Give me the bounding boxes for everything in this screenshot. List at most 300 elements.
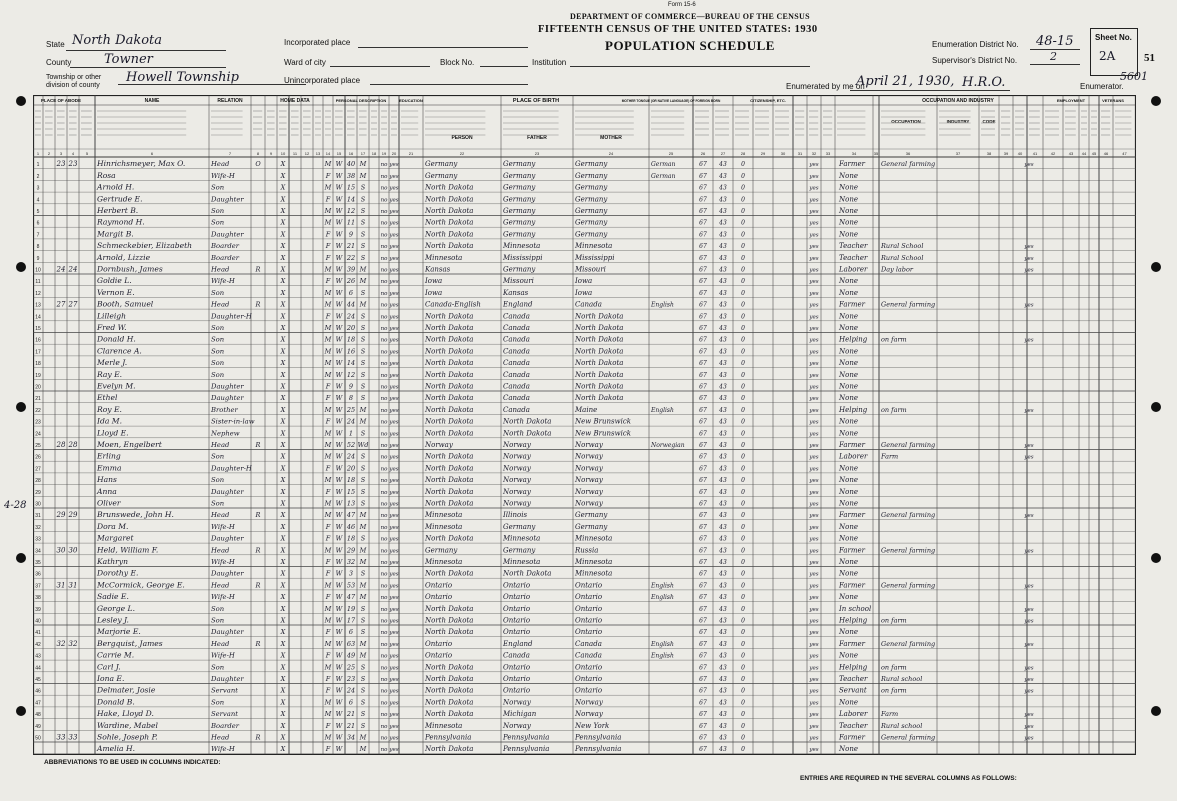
header-veterans: VETERANS xyxy=(1102,98,1124,103)
mother-birthplace: Norway xyxy=(575,499,603,508)
person-name: Wardine, Mabel xyxy=(97,720,158,730)
marital-status: S xyxy=(360,686,366,695)
code-tongue: 0 xyxy=(741,652,745,660)
code-country: 43 xyxy=(719,582,727,590)
sex: F xyxy=(325,534,331,543)
age: 22 xyxy=(346,253,356,262)
col-number: 47 xyxy=(1122,151,1127,156)
birthplace: North Dakota xyxy=(425,347,474,356)
code-country: 43 xyxy=(719,161,727,169)
sheet-header xyxy=(40,0,1177,90)
sex: M xyxy=(324,405,332,414)
code-country: 43 xyxy=(719,605,727,613)
mother-birthplace: Germany xyxy=(575,171,608,180)
school-attendance: no xyxy=(380,595,388,602)
father-birthplace: Norway xyxy=(503,721,531,730)
sex: M xyxy=(324,581,332,590)
relation: Wife-H xyxy=(211,522,235,531)
relation: Boarder xyxy=(211,253,240,262)
code-tongue: 0 xyxy=(741,184,745,192)
industry: Rural School xyxy=(881,242,924,251)
industry: General farming xyxy=(881,546,936,555)
birthplace: North Dakota xyxy=(425,242,474,251)
occupation: None xyxy=(839,593,858,602)
row-number: 37 xyxy=(35,583,41,590)
code-country: 43 xyxy=(719,465,727,473)
code-state: 67 xyxy=(699,734,707,742)
family-number: 33 xyxy=(68,733,78,742)
occupation: None xyxy=(839,628,858,637)
home-owned: R xyxy=(255,639,261,648)
relation: Head xyxy=(211,160,230,169)
industry: Day labor xyxy=(881,265,913,274)
sex: F xyxy=(325,721,331,730)
birthplace: Ontario xyxy=(425,581,453,590)
school-attendance: no xyxy=(380,712,388,719)
sex: M xyxy=(324,160,332,169)
race: W xyxy=(335,558,343,566)
birthplace: North Dakota xyxy=(425,394,474,403)
row-number: 15 xyxy=(35,326,41,332)
at-work: yes xyxy=(1024,244,1034,251)
family-number: 24 xyxy=(68,265,78,274)
sex: M xyxy=(324,546,332,555)
occupation: None xyxy=(839,558,858,566)
row-number: 50 xyxy=(35,735,41,742)
sex: F xyxy=(325,312,331,321)
occupation: None xyxy=(839,277,858,286)
punch-hole-9 xyxy=(1151,553,1161,563)
supervisor-label: Supervisor's District No. xyxy=(932,56,1018,65)
speak-english: yes xyxy=(809,677,819,683)
header-personal: PERSONAL DESCRIPTION xyxy=(335,98,387,103)
code-tongue: 0 xyxy=(741,605,745,613)
punch-hole-3 xyxy=(16,402,26,412)
row-number: 35 xyxy=(35,560,41,566)
sex: M xyxy=(324,511,332,520)
sheet-label: Sheet No. xyxy=(1095,33,1132,42)
age: 13 xyxy=(346,499,356,508)
col-number: 11 xyxy=(292,151,298,156)
marital-status: S xyxy=(360,628,366,637)
person-name: Delmater, Josie xyxy=(97,685,156,695)
relation: Daughter-H xyxy=(211,312,252,321)
industry: on farm xyxy=(881,686,907,695)
father-birthplace: Minnesota xyxy=(503,534,541,543)
mother-birthplace: Germany xyxy=(575,511,608,520)
speak-english: yes xyxy=(809,478,819,485)
code-state: 67 xyxy=(699,289,707,297)
radio-mark: X xyxy=(280,721,286,730)
family-number: 32 xyxy=(68,639,78,648)
speak-english: yes xyxy=(809,595,819,602)
code-state: 67 xyxy=(699,488,707,496)
person-name: Raymond H. xyxy=(97,217,145,227)
marital-status: S xyxy=(360,499,366,508)
birthplace: Minnesota xyxy=(425,558,463,566)
birthplace: Iowa xyxy=(425,277,443,286)
school-attendance: no xyxy=(380,560,388,566)
occupation: Teacher xyxy=(839,253,868,262)
age: 47 xyxy=(346,511,356,520)
person-name: Brunswede, John H. xyxy=(97,510,174,520)
occupation: None xyxy=(839,464,858,473)
sex: M xyxy=(324,698,332,707)
can-read-write: yes xyxy=(389,372,399,379)
code-state: 67 xyxy=(699,570,707,578)
relation: Wife-H xyxy=(211,593,235,602)
speak-english: yes xyxy=(809,372,819,379)
radio-mark: X xyxy=(280,698,286,707)
code-tongue: 0 xyxy=(741,278,745,286)
age: 20 xyxy=(346,324,356,332)
mother-birthplace: Ontario xyxy=(575,686,603,695)
speak-english: yes xyxy=(809,571,819,578)
code-country: 43 xyxy=(719,629,727,637)
person-name: Ida M. xyxy=(97,416,122,426)
father-birthplace: Canada xyxy=(503,370,530,379)
row-number: 34 xyxy=(35,548,41,555)
race: W xyxy=(335,663,343,672)
sex: M xyxy=(324,441,332,449)
can-read-write: yes xyxy=(389,688,399,695)
marital-status: S xyxy=(360,464,366,473)
mother-birthplace: Germany xyxy=(575,195,608,204)
occupation: None xyxy=(839,312,858,321)
sex: F xyxy=(325,382,331,391)
at-work: yes xyxy=(1024,641,1034,648)
can-read-write: yes xyxy=(389,290,399,297)
mother-birthplace: Russia xyxy=(575,546,599,555)
race: W xyxy=(335,534,343,543)
code-tongue: 0 xyxy=(741,594,745,602)
race: W xyxy=(335,300,343,309)
father-birthplace: Michigan xyxy=(503,710,537,719)
code-tongue: 0 xyxy=(741,535,745,543)
county-label: County xyxy=(46,58,72,67)
marital-status: S xyxy=(360,288,366,297)
race: W xyxy=(335,452,343,461)
birthplace: Ontario xyxy=(425,593,453,602)
code-state: 67 xyxy=(699,184,707,192)
unincorporated-label: Unincorporated place xyxy=(284,76,361,85)
relation: Boarder xyxy=(211,242,240,251)
col-number: 17 xyxy=(360,151,366,156)
code-country: 43 xyxy=(719,722,727,730)
code-state: 67 xyxy=(699,477,707,485)
code-tongue: 0 xyxy=(741,477,745,485)
can-read-write: yes xyxy=(389,267,399,274)
mother-birthplace: Ontario xyxy=(575,628,603,637)
father-birthplace: Illinois xyxy=(503,511,528,520)
code-tongue: 0 xyxy=(741,360,745,368)
code-state: 67 xyxy=(699,418,707,426)
mother-tongue: English xyxy=(651,582,674,590)
radio-mark: X xyxy=(280,183,286,192)
speak-english: yes xyxy=(809,583,819,590)
speak-english: yes xyxy=(809,162,819,169)
sex: M xyxy=(324,218,332,227)
sex: F xyxy=(325,487,331,496)
schedule-title: POPULATION SCHEDULE xyxy=(605,38,775,53)
person-name: Hake, Lloyd D. xyxy=(97,709,154,719)
marital-status: M xyxy=(359,546,367,555)
radio-mark: X xyxy=(280,160,286,169)
mother-tongue: English xyxy=(651,640,674,648)
relation: Son xyxy=(211,218,225,227)
home-owned: R xyxy=(255,511,261,520)
birthplace: Germany xyxy=(425,546,458,555)
census-table xyxy=(33,95,1136,755)
marital-status: M xyxy=(359,511,367,520)
age: 6 xyxy=(348,288,354,297)
header-father: FATHER xyxy=(527,135,547,141)
row-number: 21 xyxy=(35,396,41,403)
code-tongue: 0 xyxy=(741,301,745,309)
age: 32 xyxy=(346,558,356,566)
code-tongue: 0 xyxy=(741,500,745,508)
age: 52 xyxy=(346,441,356,449)
occupation: None xyxy=(839,499,858,508)
can-read-write: yes xyxy=(389,571,399,578)
col-number: 15 xyxy=(336,151,342,156)
speak-english: yes xyxy=(809,384,819,391)
speak-english: yes xyxy=(809,290,819,297)
mother-birthplace: New Brunswick xyxy=(575,417,631,426)
birthplace: North Dakota xyxy=(425,452,474,461)
code-country: 43 xyxy=(719,172,727,180)
code-country: 43 xyxy=(719,617,727,625)
mother-tongue: English xyxy=(651,594,674,602)
relation: Son xyxy=(211,183,225,192)
code-country: 43 xyxy=(719,523,727,531)
occupation: None xyxy=(839,218,858,227)
dwelling-number: 27 xyxy=(56,300,66,309)
person-name: Rosa xyxy=(97,170,116,180)
col-number: 39 xyxy=(1003,151,1009,156)
col-number: 21 xyxy=(408,151,414,156)
occupation: Farmer xyxy=(839,639,866,648)
radio-mark: X xyxy=(280,710,286,719)
birthplace: North Dakota xyxy=(425,335,474,344)
speak-english: yes xyxy=(809,747,819,754)
mother-birthplace: Pennsylvania xyxy=(575,745,622,754)
birthplace: Pennsylvania xyxy=(425,733,472,742)
col-number: 40 xyxy=(1017,151,1023,156)
birthplace: North Dakota xyxy=(425,218,474,227)
father-birthplace: Germany xyxy=(503,546,536,555)
industry: General farming xyxy=(881,160,936,169)
birthplace: North Dakota xyxy=(425,359,474,368)
can-read-write: yes xyxy=(389,630,399,637)
marital-status: S xyxy=(360,476,366,485)
sheet-value: 2A xyxy=(1099,49,1116,63)
father-birthplace: Norway xyxy=(503,698,531,707)
person-name: Evelyn M. xyxy=(97,381,136,391)
code-state: 67 xyxy=(699,465,707,473)
can-read-write: yes xyxy=(389,735,399,742)
row-number: 1 xyxy=(36,162,40,169)
code-country: 43 xyxy=(719,570,727,578)
birthplace: Minnesota xyxy=(425,522,463,531)
race: W xyxy=(335,511,343,520)
code-country: 43 xyxy=(719,243,727,251)
school-attendance: no xyxy=(380,700,388,707)
row-number: 3 xyxy=(36,185,40,192)
code-country: 43 xyxy=(719,360,727,368)
radio-mark: X xyxy=(280,207,286,215)
relation: Nephew xyxy=(211,429,240,438)
birthplace: North Dakota xyxy=(425,686,474,695)
col-number: 8 xyxy=(256,151,260,156)
birthplace: North Dakota xyxy=(425,628,474,637)
can-read-write: yes xyxy=(389,665,399,672)
marital-status: M xyxy=(359,522,367,531)
relation: Son xyxy=(211,324,225,332)
marital-status: S xyxy=(360,663,366,672)
code-country: 43 xyxy=(719,371,727,379)
race: W xyxy=(335,628,343,637)
col-number: 45 xyxy=(1091,151,1097,156)
speak-english: yes xyxy=(809,255,819,262)
occupation: None xyxy=(839,394,858,403)
can-read-write: yes xyxy=(389,595,399,602)
mother-birthplace: Ontario xyxy=(575,675,603,683)
census-grid xyxy=(33,95,1136,755)
can-read-write: yes xyxy=(389,407,399,414)
can-read-write: yes xyxy=(389,244,399,251)
speak-english: yes xyxy=(809,209,819,215)
code-country: 43 xyxy=(719,231,727,239)
header-industry: INDUSTRY xyxy=(946,119,970,124)
father-birthplace: Ontario xyxy=(503,581,531,590)
age: 8 xyxy=(348,394,354,403)
occupation: Helping xyxy=(839,616,868,625)
code-state: 67 xyxy=(699,243,707,251)
person-name: Lesley J. xyxy=(97,615,129,625)
occupation: None xyxy=(839,569,858,578)
mother-birthplace: New Brunswick xyxy=(575,429,631,438)
county-value: Towner xyxy=(104,52,153,67)
school-attendance: no xyxy=(380,478,388,485)
col-number: 33 xyxy=(825,151,831,156)
speak-english: yes xyxy=(809,536,819,543)
marital-status: S xyxy=(360,347,366,356)
father-birthplace: Canada xyxy=(503,324,530,332)
school-attendance: no xyxy=(380,723,388,730)
person-name: Dornbush, James xyxy=(97,264,163,274)
age: 16 xyxy=(346,347,356,356)
ward-label: Ward of city xyxy=(284,58,326,67)
relation: Son xyxy=(211,335,225,344)
radio-mark: X xyxy=(280,230,286,239)
industry: General farming xyxy=(881,511,936,520)
col-number: 38 xyxy=(986,151,992,156)
code-country: 43 xyxy=(719,406,727,414)
person-name: Herbert B. xyxy=(97,206,139,215)
relation: Daughter xyxy=(211,628,244,637)
col-number: 44 xyxy=(1081,151,1087,156)
relation: Servant xyxy=(211,710,238,719)
sex: M xyxy=(324,663,332,672)
col-number: 27 xyxy=(720,151,726,156)
speak-english: yes xyxy=(809,407,819,414)
school-attendance: no xyxy=(380,407,388,414)
school-attendance: no xyxy=(380,290,388,297)
mother-tongue: German xyxy=(651,161,676,169)
col-number: 6 xyxy=(150,151,154,156)
at-work: yes xyxy=(1024,688,1034,695)
school-attendance: no xyxy=(380,197,388,204)
at-work: yes xyxy=(1024,618,1034,625)
radio-mark: X xyxy=(280,639,286,648)
radio-mark: X xyxy=(280,476,286,485)
school-attendance: no xyxy=(380,583,388,590)
marital-status: S xyxy=(360,359,366,368)
code-state: 67 xyxy=(699,360,707,368)
row-number: 4 xyxy=(36,197,40,204)
mother-birthplace: North Dakota xyxy=(575,347,624,356)
enumerator-initials: H.R.O. xyxy=(962,75,1006,90)
speak-english: yes xyxy=(809,735,819,742)
person-name: Sadie E. xyxy=(97,592,129,602)
radio-mark: X xyxy=(280,522,286,531)
code-tongue: 0 xyxy=(741,559,745,566)
radio-mark: X xyxy=(280,324,286,332)
school-attendance: no xyxy=(380,443,388,449)
col-number: 13 xyxy=(315,151,321,156)
school-attendance: no xyxy=(380,396,388,403)
family-number: 23 xyxy=(68,160,78,169)
relation: Daughter xyxy=(211,195,244,204)
marital-status: S xyxy=(360,195,366,204)
code-state: 67 xyxy=(699,442,707,449)
age: 11 xyxy=(346,218,356,227)
marital-status: S xyxy=(360,721,366,730)
age: 14 xyxy=(346,359,356,368)
age: 19 xyxy=(346,604,356,613)
dwelling-number: 30 xyxy=(56,546,66,555)
code-tongue: 0 xyxy=(741,488,745,496)
birthplace: Minnesota xyxy=(425,511,463,520)
code-country: 43 xyxy=(719,219,727,227)
mother-birthplace: Norway xyxy=(575,487,603,496)
mother-birthplace: Ontario xyxy=(575,581,603,590)
occupation: Farmer xyxy=(839,546,866,555)
father-birthplace: Norway xyxy=(503,476,531,485)
code-tongue: 0 xyxy=(741,687,745,695)
birthplace: North Dakota xyxy=(425,183,474,192)
race: W xyxy=(335,651,343,660)
father-birthplace: Germany xyxy=(503,207,536,215)
age: 6 xyxy=(348,698,354,707)
radio-mark: X xyxy=(280,499,286,508)
race: W xyxy=(335,183,343,192)
radio-mark: X xyxy=(280,359,286,368)
birthplace: Iowa xyxy=(425,288,443,297)
can-read-write: yes xyxy=(389,513,399,520)
row-number: 11 xyxy=(35,279,41,286)
code-country: 43 xyxy=(719,184,727,192)
speak-english: yes xyxy=(809,653,819,660)
speak-english: yes xyxy=(809,630,819,637)
row-number: 24 xyxy=(35,431,41,438)
can-read-write: yes xyxy=(389,197,399,204)
mother-birthplace: North Dakota xyxy=(575,382,624,391)
mother-birthplace: North Dakota xyxy=(575,324,624,332)
radio-mark: X xyxy=(280,218,286,227)
school-attendance: no xyxy=(380,337,388,344)
